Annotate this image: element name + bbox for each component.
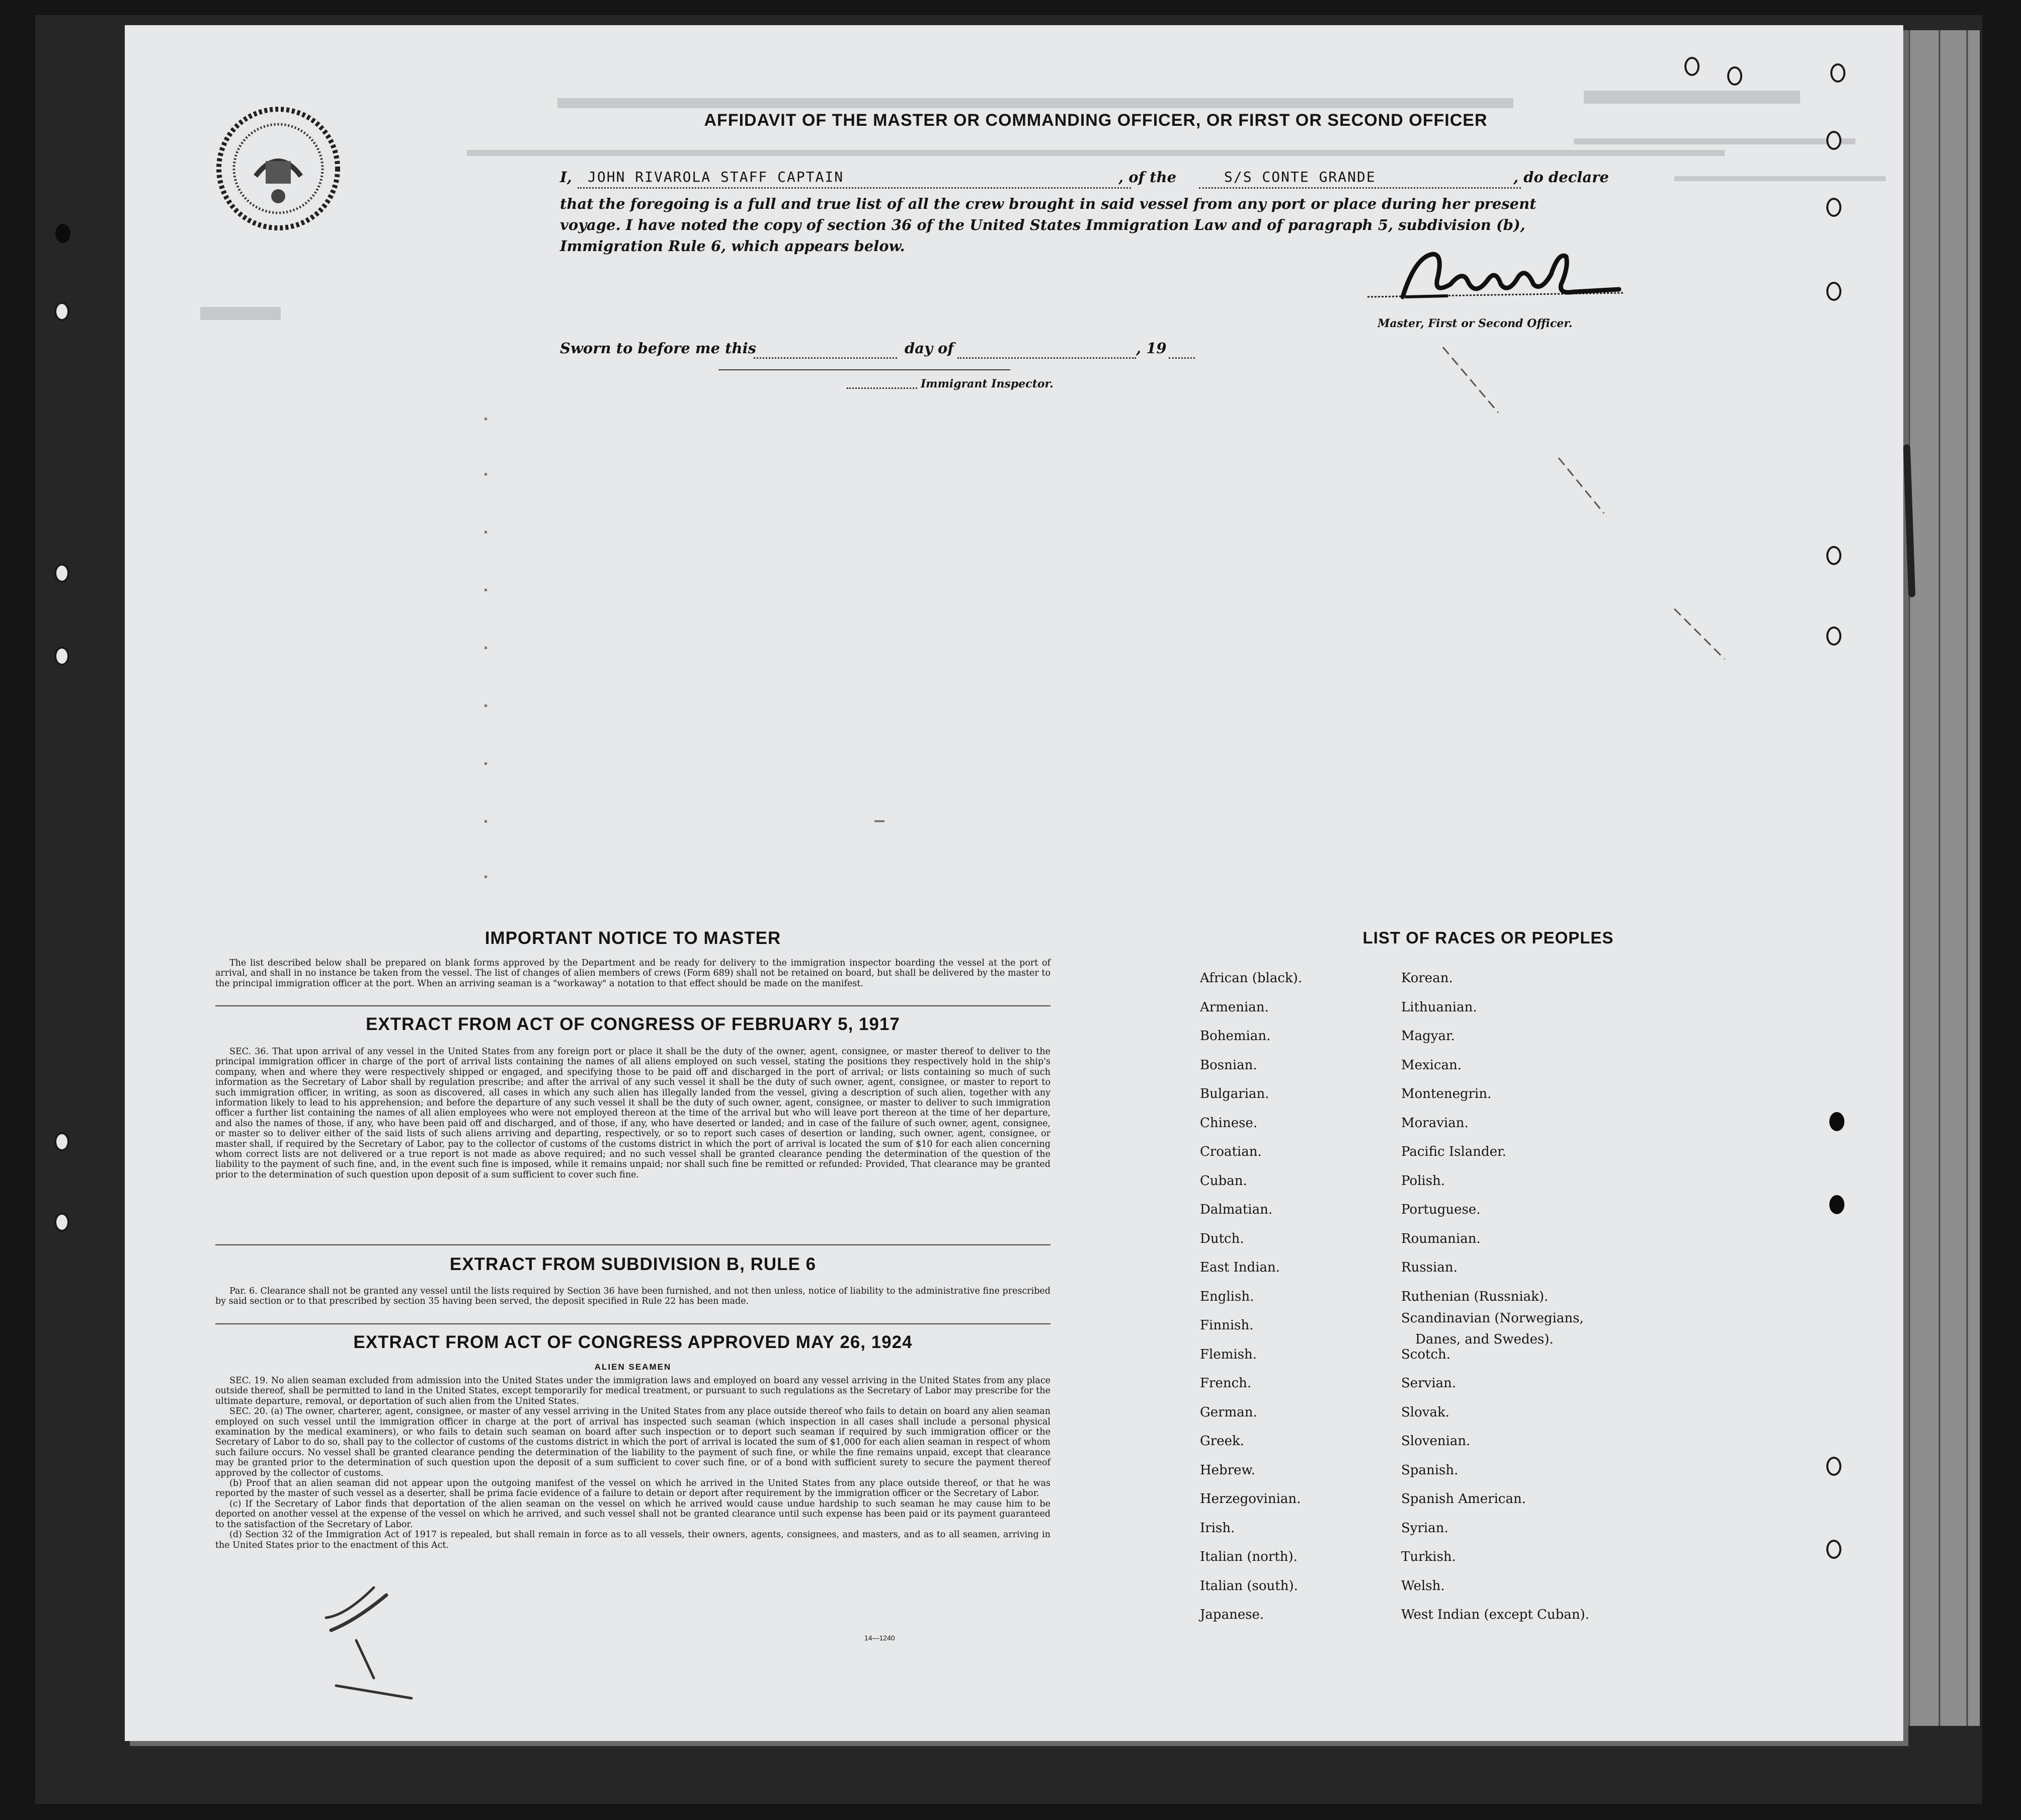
extract-1917-title: EXTRACT FROM ACT OF CONGRESS OF FEBRUARY 5, 1917	[366, 1014, 900, 1034]
sworn-day-of-label: day of	[905, 340, 954, 357]
section-20d-text: (d) Section 32 of the Immigration Act of 1917 is repealed, but shall remain in force as to all vessels, their owners, agents, consignees, and masters, and as to all seamen, arriving in the United States prior to the enactment of this Act.	[215, 1530, 1050, 1550]
vessel-name-line	[1199, 187, 1521, 189]
race-item: Syrian.	[1401, 1520, 1448, 1536]
affidavit-line-4: Immigration Rule 6, which appears below.	[560, 238, 905, 255]
pencil-bracket-mark	[1892, 443, 1922, 604]
binder-hole	[55, 224, 70, 243]
race-item: Italian (north).	[1200, 1549, 1298, 1564]
race-item: Montenegrin.	[1401, 1086, 1492, 1101]
race-item: Flemish.	[1200, 1347, 1257, 1362]
extract-rule6-title: EXTRACT FROM SUBDIVISION B, RULE 6	[449, 1254, 817, 1274]
notice-title: IMPORTANT NOTICE TO MASTER	[484, 928, 781, 948]
document-page	[125, 25, 1903, 1741]
affidavit-title: AFFIDAVIT OF THE MASTER OR COMMANDING OFFICER, OR FIRST OR SECOND OFFICER	[704, 111, 1488, 130]
notice-body	[215, 958, 1050, 989]
section-19-text: SEC. 19. No alien seaman excluded from admission into the United States under the immigration laws and employed on board any vessel arriving in the United States from any place outside thereof, shall be permitted to land in the United States, except temporarily for medical treatment, or pursuant to such regulations as the Secretary of Labor may prescribe for the ultimate departure, removal, or deportation of such alien from the United States.	[215, 1376, 1050, 1406]
race-item: Dutch.	[1200, 1231, 1244, 1246]
race-item: English.	[1200, 1289, 1254, 1304]
vessel-name: S/S CONTE GRANDE	[1224, 169, 1376, 185]
race-item: Welsh.	[1401, 1578, 1445, 1594]
column-tick-marks	[351, 413, 955, 916]
race-item: Dalmatian.	[1200, 1202, 1273, 1217]
affidavit-of-the-label: , of the	[1118, 169, 1177, 186]
race-item: Croatian.	[1200, 1144, 1262, 1159]
sworn-label: Sworn to before me this	[560, 340, 756, 357]
binder-hole	[54, 1213, 69, 1232]
extract-1924-body	[215, 1376, 1050, 1550]
race-item: East Indian.	[1200, 1260, 1280, 1275]
section-36-text: SEC. 36. That upon arrival of any vessel in the United States from any foreign port or place it shall be the duty of the owner, agent, consignee, or master thereof to deliver to the principal immigration officer in charge of the port of arrival lists containing the names of all aliens employed on such vessel, stating the positions they respectively hold in the ship's company, when and where they were respectively shipped or engaged, and specifying those to be paid off and discharged in the port of arrival; or lists containing so much of such information as the Secretary of Labor shall by regulation prescribe; and after the arrival of any such vessel it shall be the duty of such owner, agent, consignee, or master to report to such immigration officer, in writing, as soon as discovered, all cases in which any such alien has illegally landed from the vessel, giving a description of such alien, together with any information likely to lead to his apprehension; and before the departure of any such vessel it shall be the duty of such owner, agent, consignee, or master to deliver to such immigration officer a further list containing the names of all alien employees who were not employed thereon at the time of the arrival but who will leave port thereon at the time of her departure, and also the names of those, if any, who have been paid off and discharged, and of those, if any, who have deserted or landed; and in case of the failure of such owner, agent, consignee, or master so to deliver either of the said lists of such aliens arriving and departing, respectively, or so to report such cases of desertion or landing, such owner, agent, consignee, or master shall, if required by the Secretary of Labor, pay to the collector of customs of the customs district in which the port of arrival is located the sum of $10 for each alien concerning whom correct lists are not delivered or a true report is not made as above required; and no such vessel shall be granted clearance pending the determination of the question of the liability to the payment of such fine, and, in the event such fine is imposed, while it remains unpaid; nor shall such fine be remitted or refunded: Provided, That clearance may be granted prior to the determination of such question upon deposit of a sum sufficient to cover such fine.	[215, 1047, 1050, 1180]
binder-hole	[1727, 66, 1742, 86]
affidavit-i-label: I,	[560, 169, 572, 186]
handwritten-signature	[1367, 236, 1629, 322]
binder-hole	[1830, 63, 1845, 83]
extract-1917-body	[215, 1047, 1050, 1180]
races-list-title: LIST OF RACES OR PEOPLES	[1362, 928, 1614, 947]
official-seal-stamp	[210, 101, 346, 236]
affidavit-declare-label: , do declare	[1513, 169, 1609, 186]
section-20a-text: SEC. 20. (a) The owner, charterer, agent, consignee, or master of any vessel arriving in the United States from any place outside thereof who fails to detain on board any alien seaman employed on such vessel until the immigration officer in charge at the port of arrival has inspected such seaman (which inspection in all cases shall include a personal physical examination by the medical examiners), or who fails to detain such seaman on board after such inspection or to deport such seaman if required by such immigration officer or the Secretary of Labor to do so, shall pay to the collector of customs of the customs district in which the port of arrival is located the sum of $1,000 for each alien seaman in respect of whom such failure occurs. No vessel shall be granted clearance pending the determination of the liability to the payment of such fine, or while the fine remains unpaid, except that clearance may be granted prior to the determination of such question upon the deposit of a sum sufficient to cover such fine, or of a bond with sufficient surety to secure the payment thereof approved by the collector of customs.	[215, 1406, 1050, 1478]
race-item: German.	[1200, 1404, 1257, 1420]
binder-hole	[1826, 1540, 1841, 1559]
race-item: Lithuanian.	[1401, 999, 1477, 1015]
officer-name-line	[578, 187, 1131, 189]
binder-hole	[1826, 198, 1841, 217]
sworn-year-line	[1169, 357, 1195, 359]
race-item: Armenian.	[1200, 999, 1269, 1015]
race-item: West Indian (except Cuban).	[1401, 1607, 1589, 1622]
section-20b-text: (b) Proof that an alien seaman did not appear upon the outgoing manifest of the vessel on which he arrived in the United States from any place outside thereof, or that he was reported by the master of such vessel as a deserter, shall be prima facie evidence of a failure to detain or deport after requirement by the immigration officer or the Secretary of Labor.	[215, 1478, 1050, 1499]
race-item: Spanish.	[1401, 1462, 1459, 1478]
race-item: Danes, and Swedes).	[1415, 1332, 1554, 1347]
officer-name: JOHN RIVAROLA STAFF CAPTAIN	[588, 169, 844, 185]
race-item: Pacific Islander.	[1401, 1144, 1506, 1159]
race-item: Roumanian.	[1401, 1231, 1481, 1246]
binder-hole	[1826, 546, 1841, 565]
sworn-date-line	[754, 357, 897, 359]
binder-hole	[1826, 131, 1841, 150]
race-item: Turkish.	[1401, 1549, 1456, 1564]
race-item: Scandinavian (Norwegians,	[1401, 1311, 1584, 1326]
race-item: Italian (south).	[1200, 1578, 1298, 1594]
race-item: Polish.	[1401, 1173, 1445, 1189]
race-item: Moravian.	[1401, 1115, 1469, 1131]
binder-hole	[1829, 1195, 1844, 1214]
race-item: Cuban.	[1200, 1173, 1247, 1189]
race-item: Magyar.	[1401, 1028, 1455, 1044]
inspector-dots	[847, 387, 917, 389]
rule-6-text: Par. 6. Clearance shall not be granted any vessel until the lists required by Section 36 have been furnished, and not then unless, notice of liability to the administrative fine prescribed by said section or to that prescribed by section 35 having been served, the deposit specified in Rule 22 has been made.	[215, 1286, 1050, 1307]
race-item: Hebrew.	[1200, 1462, 1255, 1478]
binder-hole	[1826, 1457, 1841, 1476]
sworn-month-line	[957, 357, 1136, 359]
extract-1924-title: EXTRACT FROM ACT OF CONGRESS APPROVED MAY 26, 1924	[353, 1332, 913, 1352]
race-item: Chinese.	[1200, 1115, 1258, 1131]
race-item: Ruthenian (Russniak).	[1401, 1289, 1549, 1304]
race-item: Bulgarian.	[1200, 1086, 1269, 1101]
section-divider	[215, 1323, 1050, 1324]
section-divider	[215, 1005, 1050, 1006]
binder-hole	[1829, 1112, 1844, 1131]
sworn-year-label: , 19	[1136, 340, 1167, 357]
binder-hole	[54, 647, 69, 666]
race-item: Slovenian.	[1401, 1434, 1471, 1449]
race-item: Herzegovinian.	[1200, 1491, 1301, 1507]
binder-hole	[1684, 57, 1700, 76]
race-item: Spanish American.	[1401, 1491, 1526, 1507]
race-item: Irish.	[1200, 1520, 1235, 1536]
race-item: Korean.	[1401, 971, 1453, 986]
race-item: Servian.	[1401, 1376, 1457, 1391]
race-item: Japanese.	[1200, 1607, 1264, 1622]
race-item: French.	[1200, 1376, 1252, 1391]
race-item: Bosnian.	[1200, 1057, 1257, 1073]
affidavit-line-3: voyage. I have noted the copy of section 36 of the United States Immigration Law and of paragraph 5, subdivision (b),	[560, 216, 1525, 233]
race-item: Mexican.	[1401, 1057, 1462, 1073]
inspector-signature-line	[718, 369, 1010, 370]
binder-hole	[54, 302, 69, 321]
binder-hole	[54, 1132, 69, 1151]
affidavit-line-2: that the foregoing is a full and true list of all the crew brought in said vessel from any port or place during her present	[560, 195, 1537, 212]
binder-hole	[1826, 626, 1841, 646]
race-item: Portuguese.	[1401, 1202, 1481, 1217]
race-item: Bohemian.	[1200, 1028, 1271, 1044]
pencil-cancel-strokes	[1322, 327, 1800, 906]
race-item: Finnish.	[1200, 1318, 1254, 1333]
signature-caption: Master, First or Second Officer.	[1378, 317, 1573, 330]
binder-hole	[1826, 282, 1841, 301]
race-item: Greek.	[1200, 1434, 1244, 1449]
section-20c-text: (c) If the Secretary of Labor finds that deportation of the alien seaman on the vessel on which he arrived would cause undue hardship to such seaman he may cause him to be deported on another vessel at the expense of the vessel on which he arrived, and such vessel shall not be granted clearance until such expense has been paid or its payment guaranteed to the satisfaction of the Secretary of Labor.	[215, 1498, 1050, 1530]
section-divider	[215, 1244, 1050, 1245]
race-item: Russian.	[1401, 1260, 1458, 1275]
extract-rule6-body	[215, 1286, 1050, 1307]
inspector-caption: Immigrant Inspector.	[921, 377, 1054, 390]
form-number: 14—1240	[864, 1634, 895, 1642]
race-item: African (black).	[1200, 971, 1303, 986]
binder-hole	[54, 564, 69, 583]
pencil-tally-marks	[286, 1585, 417, 1701]
alien-seamen-subtitle: ALIEN SEAMEN	[594, 1362, 672, 1372]
race-item: Scotch.	[1401, 1347, 1451, 1362]
race-item: Slovak.	[1401, 1404, 1449, 1420]
notice-paragraph: The list described below shall be prepared on blank forms approved by the Department and be ready for delivery to the immigration inspector boarding the vessel at the port of arrival, and shall in no instance be taken from the vessel. The list of changes of alien members of crews (Form 689) shall not be retained on board, but shall be delivered by the master to the principal immigration officer at the port. When an arriving seaman is a "workaway" a notation to that effect should be made on the manifest.	[215, 958, 1050, 989]
